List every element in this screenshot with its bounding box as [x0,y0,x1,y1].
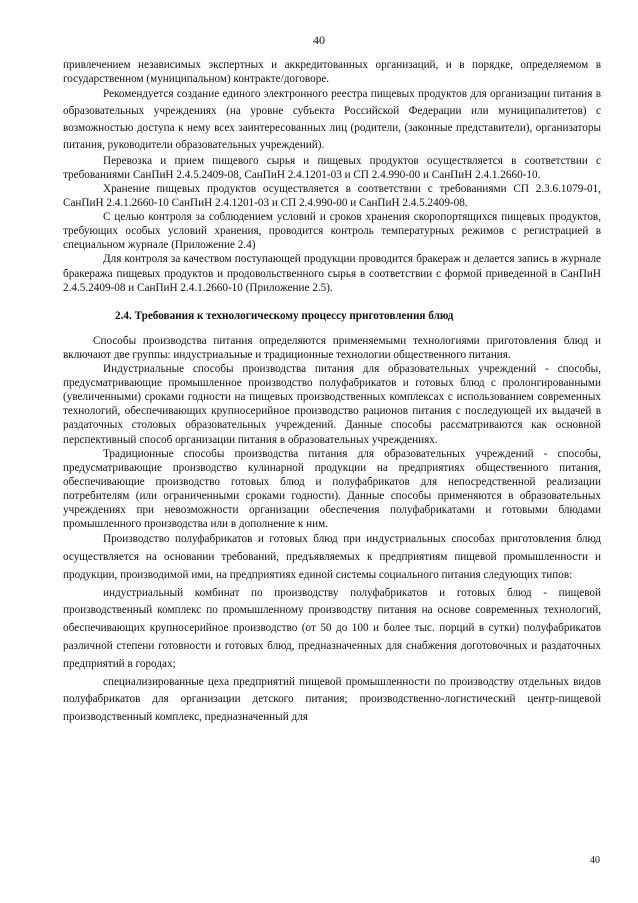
section-heading: 2.4. Требования к технологическому процессу приготовления блюд [115,309,454,322]
page-number-bottom: 40 [590,855,600,866]
paragraph-industrial: Индустриальные способы производства питания для образовательных учреждений - способы, предусматривающие промышленное производство полуфабрикатов и готовых блюд с пролонгированными (увеличенными) сроками годности на пищевых производственных комплексах с использованием современных технологий, обеспечивающих крупносерийное производство рационов питания с последующей их выдачей в раздаточных столовых образовательных учреждений. Данные способы рассматриваются как основной перспективный способ организации питания в образовательных учреждениях. [63,363,601,446]
page-number-top: 40 [313,33,325,47]
paragraph-production: Производство полуфабрикатов и готовых блюд при индустриальных способах приготовления блюд осуществляется на основании требований, предъявляемых к предприятиям пищевой промышленности и продукции, производимой ими, на предприятиях единой системы социального питания следующих типов: [63,533,601,581]
paragraph-methods: Способы производства питания определяются применяемыми технологиями приготовления блюд и включают две группы: индустриальные и традиционные технологии общественного питания. [63,334,601,361]
paragraph-transport: Перевозка и прием пищевого сырья и пищевых продуктов осуществляется в соответствии с требованиями СанПиН 2.4.5.2409-08, СанПиН 2.4.1201-03 и СП 2.4.990-00 и СанПиН 2.4.1.2660-10. [63,154,601,181]
paragraph-combine: индустриальный комбинат по производству полуфабрикатов и готовых блюд - пищевой производственный комплекс по промышленному производству питания на основе современных технологий, обеспечивающих крупносерийное производство (от 50 до 100 и более тыс. порций в сутки) полуфабрикатов различной степени готовности и готовых блюд, предназначенных для снабжения доготовочных и раздаточных предприятий в городах; [63,586,601,670]
paragraph-registry: Рекомендуется создание единого электронного реестра пищевых продуктов для организации питания в образовательных учреждениях (на уровне субъекта Российской Федерации или муниципалитетов) с возможностью доступа к нему всех заинтересованных лиц (родители, (законные представители), организаторы питания, руководители образовательных учреждений). [63,88,601,151]
paragraph-quality: Для контроля за качеством поступающей продукции проводится бракераж и делается запись в журнале бракеража пищевых продуктов и продовольственного сырья в соответствии с формой приведенной в СанПиН 2.4.5.2409-08 и СанПиН 2.4.1.2660-10 (Приложение 2.5). [63,253,601,294]
page-content [63,58,601,727]
paragraph-traditional: Традиционные способы производства питания для образовательных учреждений - способы, предусматривающие производство кулинарной продукции на предприятиях общественного питания, обеспечивающие производство готовых блюд и полуфабрикатов для непосредственной реализации потребителям (или ограниченными сроками годности). Данные способы применяются в образовательных учреждениях при невозможности организации обеспечения полуфабрикатами и готовыми блюдами промышленного производства или в дополнение к ним. [63,447,601,531]
paragraph-storage: Хранение пищевых продуктов осуществляется в соответствии с требованиями СП 2.3.6.1079-01, СанПиН 2.4.1.2660-10 СанПиН 2.4.1201-03 и СП 2.4.990-00 и СанПиН 2.4.5.2409-08. [63,183,601,210]
paragraph-continuation: привлечением независимых экспертных и аккредитованных организаций, и в порядке, определяемом в государственном (муниципальном) контракте/договоре. [63,59,601,86]
paragraph-control: С целью контроля за соблюдением условий и сроков хранения скоропортящихся пищевых продуктов, требующих особых условий хранения, проводится контроль температурных режимов с регистрацией в специальном журнале (Приложение 2.4) [63,211,601,252]
paragraph-workshops: специализированные цеха предприятий пищевой промышленности по производству отдельных видов полуфабрикатов для организации детского питания; производственно-логистический центр-пищевой производственный комплекс, предназначенный для [63,675,601,724]
